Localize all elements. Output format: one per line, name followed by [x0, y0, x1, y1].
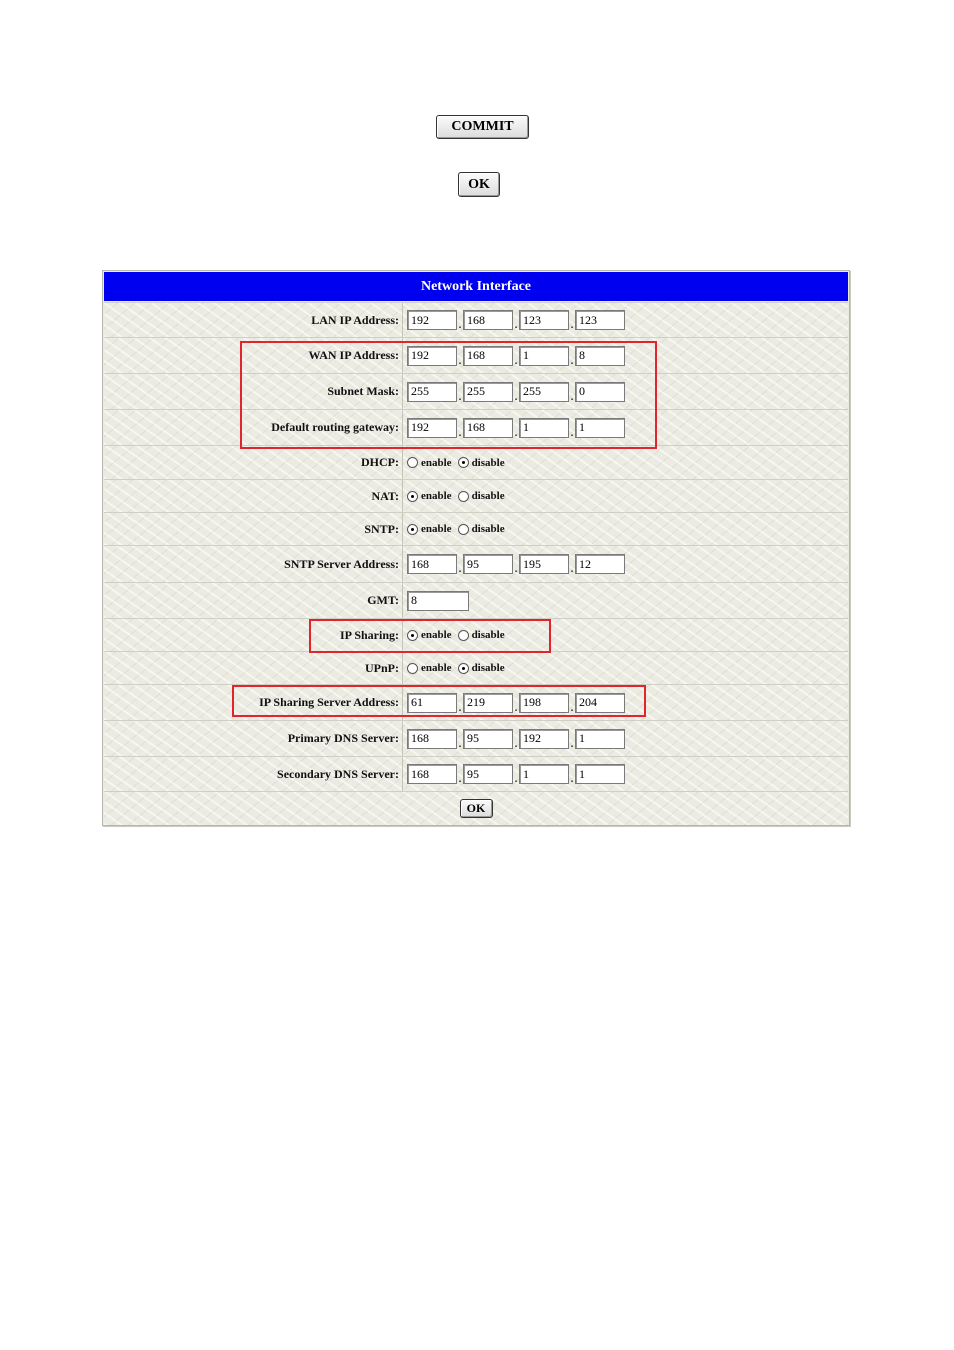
radio-selected-icon — [407, 491, 418, 502]
primary-dns-label: Primary DNS Server: — [287, 731, 399, 745]
subnet-mask-fields: 255 . 255 . 255 . 0 — [407, 374, 625, 409]
ip-sharing-server-octet-3[interactable] — [519, 693, 569, 713]
ok-submit-button[interactable]: OK — [460, 799, 493, 818]
sntp-enable-radio[interactable] — [407, 523, 452, 535]
secondary-dns-fields: 168 . 95 . 1 . 1 — [407, 757, 625, 791]
gmt-input[interactable] — [407, 591, 469, 611]
sntp-server-label: SNTP Server Address: — [284, 556, 399, 571]
gateway-octet-4[interactable] — [575, 418, 625, 438]
lan-ip-fields: 192 . 168 . 123 . 123 — [407, 303, 625, 337]
ip-sharing-options — [407, 619, 511, 651]
nat-label: NAT: — [371, 488, 399, 503]
ip-sharing-server-label: IP Sharing Server Address: — [259, 695, 399, 709]
row-default-gateway — [104, 409, 848, 445]
row-sntp-server — [104, 545, 848, 582]
radio-selected-icon — [458, 457, 469, 468]
radio-selected-icon — [458, 663, 469, 674]
wan-ip-octet-1[interactable] — [407, 346, 457, 366]
primary-dns-octet-3[interactable] — [519, 729, 569, 749]
dhcp-options — [407, 446, 511, 479]
wan-ip-label: WAN IP Address: — [308, 348, 399, 362]
subnet-octet-1[interactable] — [407, 382, 457, 402]
primary-dns-octet-1[interactable] — [407, 729, 457, 749]
ip-sharing-server-octet-1[interactable] — [407, 693, 457, 713]
secondary-dns-octet-3[interactable] — [519, 764, 569, 784]
secondary-dns-octet-1[interactable] — [407, 764, 457, 784]
wan-ip-octet-4[interactable] — [575, 346, 625, 366]
row-sntp — [104, 512, 848, 545]
ip-sharing-disable-label: disable — [471, 629, 505, 641]
sntp-server-octet-1[interactable] — [407, 554, 457, 574]
wan-ip-octet-3[interactable] — [519, 346, 569, 366]
dhcp-label: DHCP: — [361, 455, 399, 469]
wan-ip-fields: 192 . 168 . 1 . 8 — [407, 338, 625, 373]
upnp-enable-label: enable — [421, 662, 452, 674]
ip-sharing-label: IP Sharing: — [339, 627, 399, 642]
radio-selected-icon — [407, 524, 418, 535]
upnp-disable-label: disable — [471, 662, 505, 674]
row-lan-ip — [104, 302, 848, 337]
panel-title: Network Interface — [104, 272, 848, 301]
network-interface-panel — [102, 270, 850, 826]
default-gateway-fields: 192 . 168 . 1 . 1 — [407, 410, 625, 445]
nat-options — [407, 480, 511, 512]
primary-dns-octet-2[interactable] — [463, 729, 513, 749]
subnet-octet-3[interactable] — [519, 382, 569, 402]
nat-enable-label: enable — [421, 490, 452, 502]
radio-icon — [407, 663, 418, 674]
lan-ip-octet-1[interactable] — [407, 310, 457, 330]
ip-sharing-server-octet-4[interactable] — [575, 693, 625, 713]
sntp-enable-label: enable — [421, 523, 452, 535]
row-wan-ip — [104, 337, 848, 373]
default-gateway-label: Default routing gateway: — [271, 420, 399, 434]
gateway-octet-2[interactable] — [463, 418, 513, 438]
row-primary-dns — [104, 720, 848, 756]
upnp-label: UPnP: — [365, 660, 399, 675]
ok-button-top[interactable]: OK — [458, 172, 500, 197]
nat-disable-label: disable — [471, 490, 505, 502]
primary-dns-fields: 168 . 95 . 192 . 1 — [407, 721, 625, 756]
subnet-octet-2[interactable] — [463, 382, 513, 402]
lan-ip-octet-3[interactable] — [519, 310, 569, 330]
commit-button[interactable]: COMMIT — [436, 115, 529, 139]
sntp-disable-label: disable — [471, 523, 505, 535]
row-nat — [104, 479, 848, 512]
upnp-enable-radio[interactable] — [407, 662, 452, 674]
lan-ip-octet-4[interactable] — [575, 310, 625, 330]
upnp-options — [407, 652, 511, 684]
sntp-server-octet-4[interactable] — [575, 554, 625, 574]
gmt-label: GMT: — [367, 593, 399, 607]
radio-icon — [458, 630, 469, 641]
row-ip-sharing — [104, 618, 848, 651]
ip-sharing-server-fields: 61 . 219 . 198 . 204 — [407, 685, 625, 720]
row-gmt — [104, 582, 848, 618]
nat-enable-radio[interactable] — [407, 490, 452, 502]
lan-ip-octet-2[interactable] — [463, 310, 513, 330]
subnet-octet-4[interactable] — [575, 382, 625, 402]
sntp-disable-radio[interactable] — [458, 523, 505, 535]
radio-icon — [458, 524, 469, 535]
row-upnp — [104, 651, 848, 684]
nat-disable-radio[interactable] — [458, 490, 505, 502]
subnet-mask-label: Subnet Mask: — [327, 384, 399, 398]
sntp-label: SNTP: — [364, 521, 399, 536]
ip-sharing-enable-radio[interactable] — [407, 629, 452, 641]
secondary-dns-octet-4[interactable] — [575, 764, 625, 784]
row-subnet-mask — [104, 373, 848, 409]
gateway-octet-3[interactable] — [519, 418, 569, 438]
sntp-server-octet-3[interactable] — [519, 554, 569, 574]
ip-sharing-enable-label: enable — [421, 629, 452, 641]
gateway-octet-1[interactable] — [407, 418, 457, 438]
sntp-options — [407, 513, 511, 545]
upnp-disable-radio[interactable] — [458, 662, 505, 674]
row-ip-sharing-server — [104, 684, 848, 720]
sntp-server-fields: 168 . 95 . 195 . 12 — [407, 546, 625, 582]
radio-icon — [407, 457, 418, 468]
sntp-server-octet-2[interactable] — [463, 554, 513, 574]
secondary-dns-label: Secondary DNS Server: — [277, 766, 399, 781]
ip-sharing-server-octet-2[interactable] — [463, 693, 513, 713]
wan-ip-octet-2[interactable] — [463, 346, 513, 366]
row-submit — [104, 791, 848, 825]
primary-dns-octet-4[interactable] — [575, 729, 625, 749]
dhcp-disable-radio[interactable] — [458, 457, 505, 469]
row-dhcp — [104, 445, 848, 479]
dhcp-disable-label: disable — [471, 456, 505, 469]
dhcp-enable-label: enable — [421, 456, 452, 469]
dhcp-enable-radio[interactable] — [407, 457, 452, 469]
radio-icon — [458, 491, 469, 502]
ip-sharing-disable-radio[interactable] — [458, 629, 505, 641]
gmt-field — [407, 583, 469, 618]
secondary-dns-octet-2[interactable] — [463, 764, 513, 784]
row-secondary-dns — [104, 756, 848, 791]
lan-ip-label: LAN IP Address: — [311, 312, 399, 327]
radio-selected-icon — [407, 630, 418, 641]
